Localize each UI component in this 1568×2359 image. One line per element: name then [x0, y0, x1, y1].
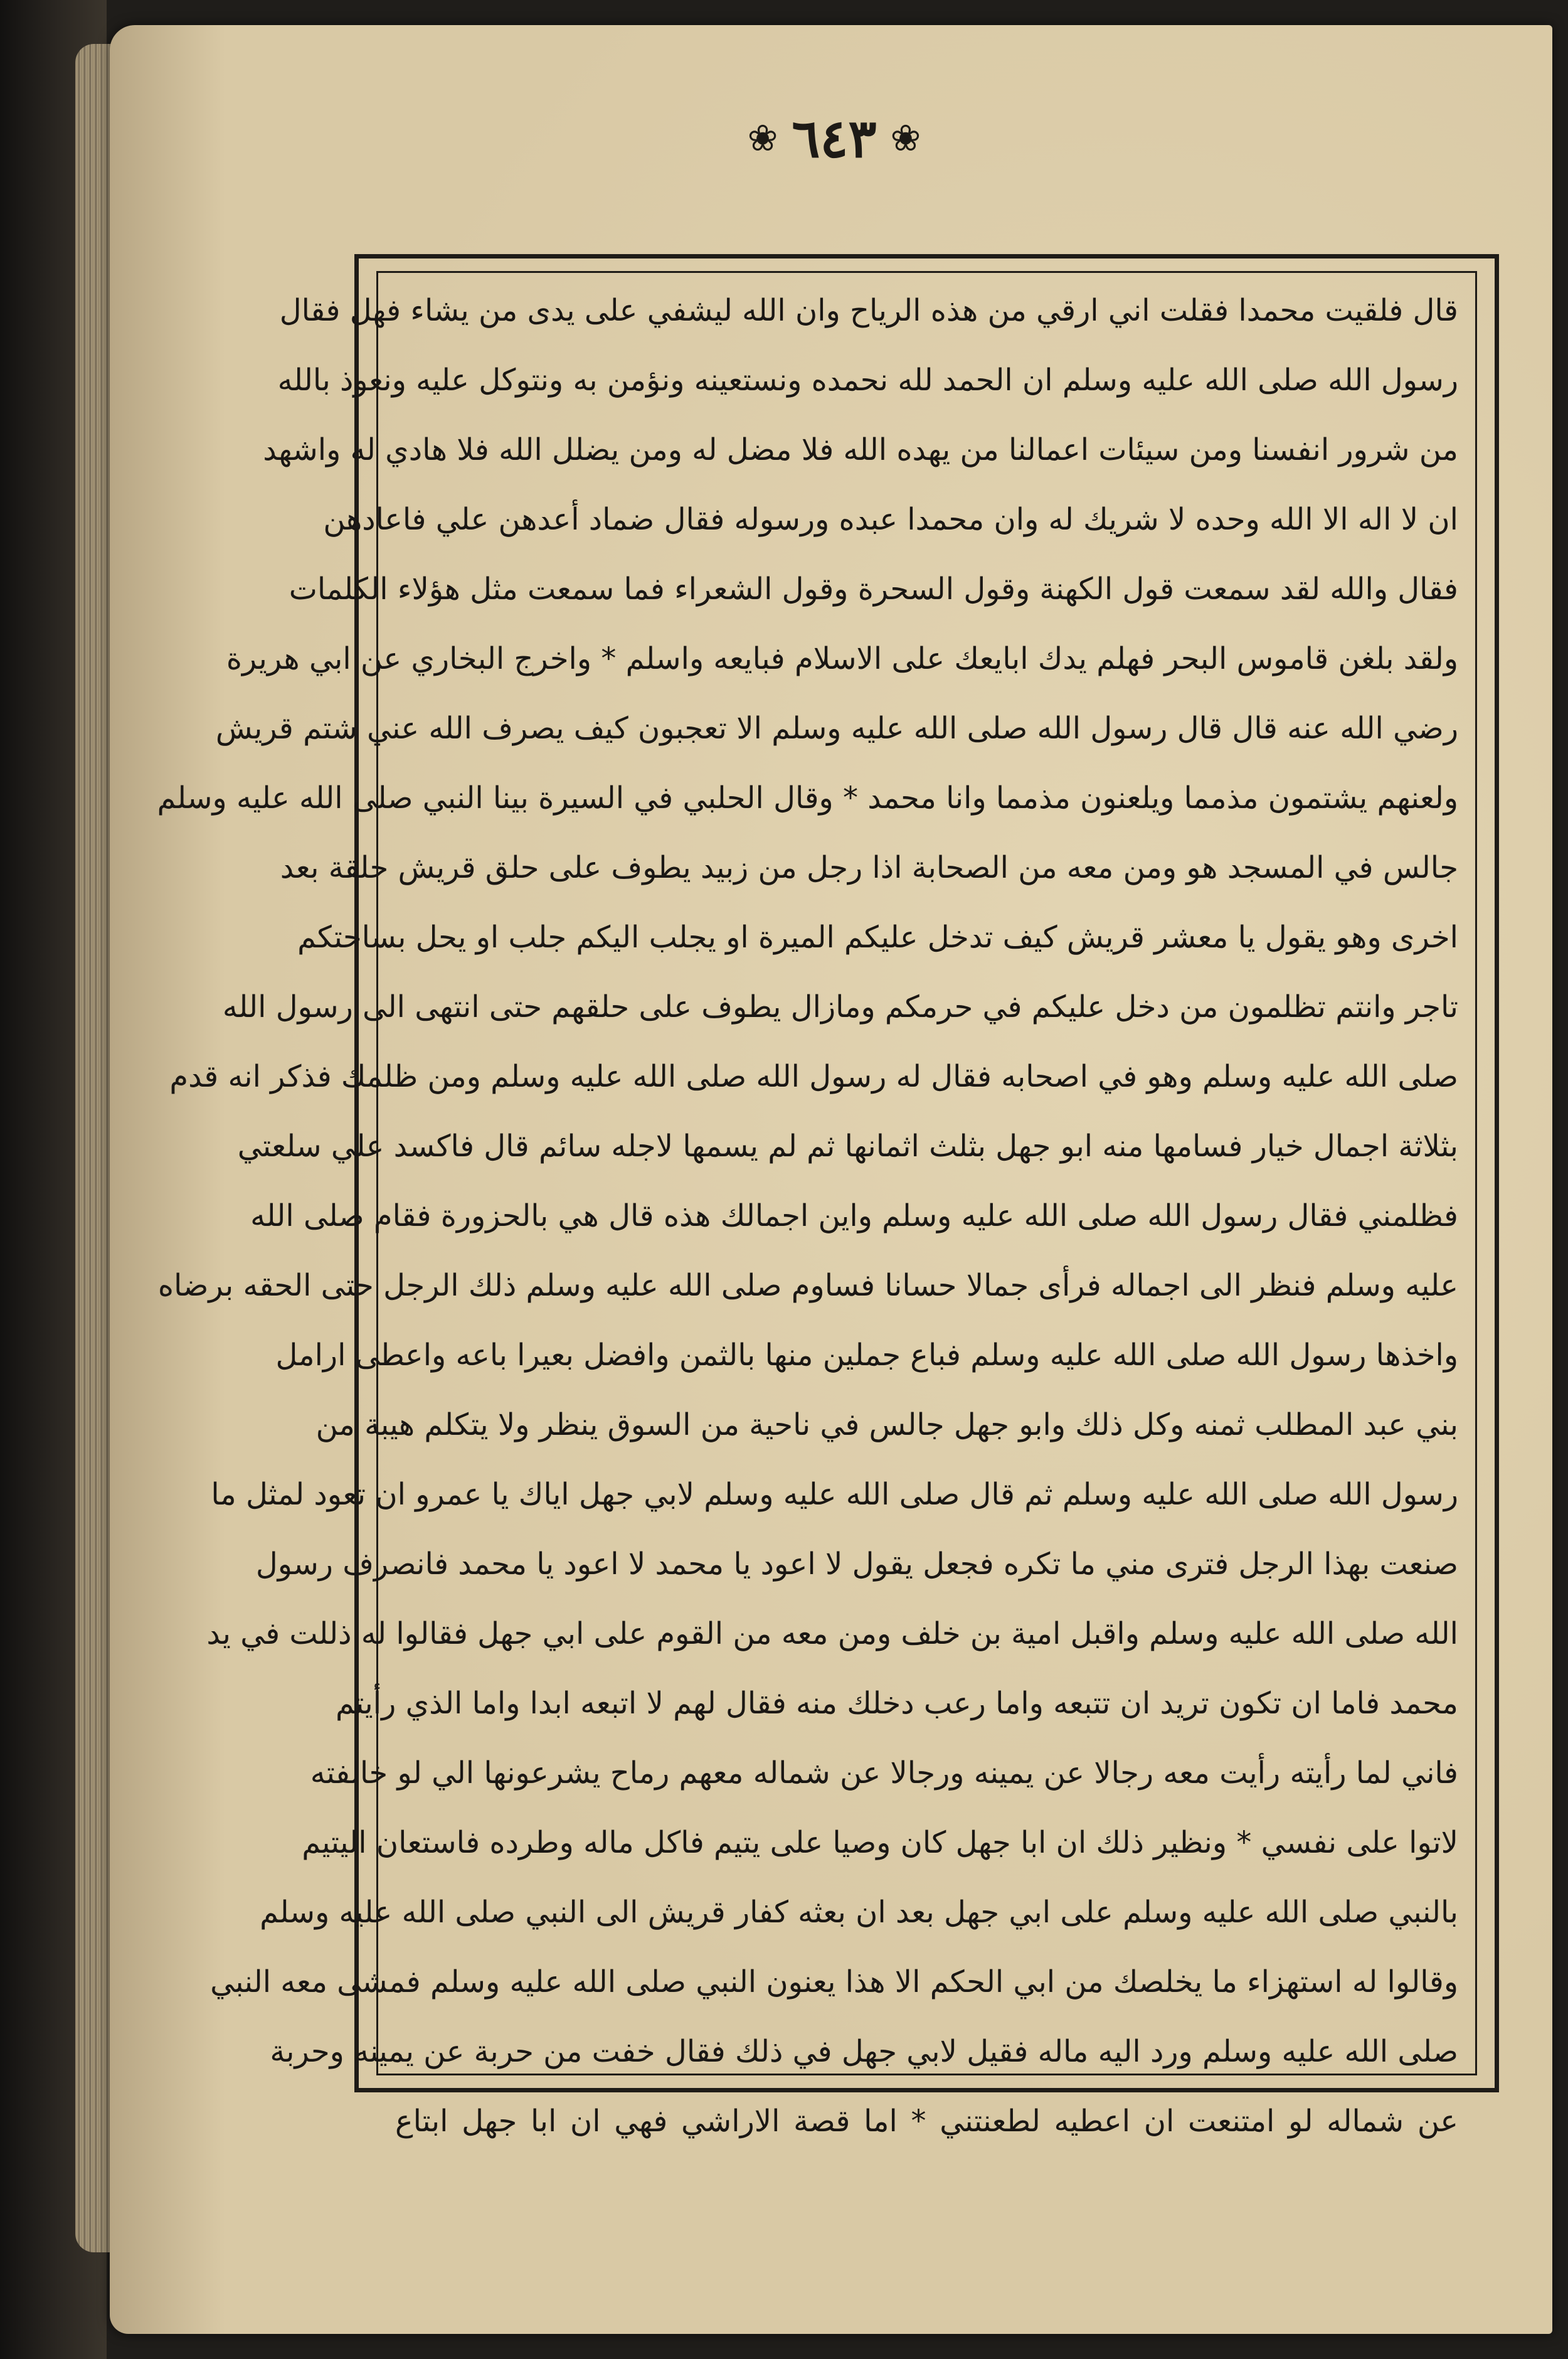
text-line: فاني لما رأيته رأيت معه رجالا عن يمينه ورجالا عن شماله معهم رماح يشرعونها الي لو خالفته [310, 1755, 1458, 1791]
text-line: رسول الله صلى الله عليه وسلم ان الحمد لله نحمده ونستعينه ونؤمن به ونتوكل عليه ونعوذ بالله [277, 363, 1458, 398]
text-line: الله صلى الله عليه وسلم واقبل امية بن خلف ومن معه من القوم على ابي جهل فقالوا له ذللت في يد [206, 1616, 1458, 1651]
text-line: من شرور انفسنا ومن سيئات اعمالنا من يهده الله فلا مضل له ومن يضلل الله فلا هادي له واشهد [263, 432, 1458, 467]
ornament-left-icon: ❀ [747, 117, 778, 159]
text-line: صلى الله عليه وسلم وهو في اصحابه فقال له رسول الله صلى الله عليه وسلم ومن ظلمك فذكر انه قدم [169, 1059, 1458, 1094]
text-line: رسول الله صلى الله عليه وسلم ثم قال صلى الله عليه وسلم لابي جهل اياك يا عمرو ان تعود لمثل ما [211, 1477, 1458, 1512]
text-line: قال فلقيت محمدا فقلت اني ارقي من هذه الرياح وان الله ليشفي على يدى من يشاء فهل فقال [279, 293, 1458, 328]
text-line: لاتوا على نفسي * ونظير ذلك ان ابا جهل كان وصيا على يتيم فاكل ماله وطرده فاستعان اليتيم [302, 1825, 1458, 1860]
text-line: واخذها رسول الله صلى الله عليه وسلم فباع جملين منها بالثمن وافضل بعيرا باعه واعطى ارامل [275, 1338, 1458, 1373]
text-line: فقال والله لقد سمعت قول الكهنة وقول السحرة وقول الشعراء فما سمعت مثل هؤلاء الكلمات [289, 572, 1458, 607]
text-line: بثلاثة اجمال خيار فسامها منه ابو جهل بثلث اثمانها ثم لم يسمها لاجله سائم قال فاكسد علي سلعتي [237, 1129, 1458, 1164]
main-text-block [157, 276, 1458, 2139]
text-line: وقالوا له استهزاء ما يخلصك من ابي الحكم الا هذا يعنون النبي صلى الله عليه وسلم فمشى معه النبي [210, 1964, 1458, 2000]
text-line: اخرى وهو يقول يا معشر قريش كيف تدخل عليكم الميرة او يجلب اليكم جلب او يحل بساحتكم [297, 920, 1458, 955]
text-line: صلى الله عليه وسلم ورد اليه ماله فقيل لابي جهل في ذلك فقال خفت من حربة عن يمينه وحربة [270, 2034, 1458, 2069]
text-line: فظلمني فقال رسول الله صلى الله عليه وسلم واين اجمالك هذه قال هي بالحزورة فقام صلى الله [250, 1198, 1458, 1233]
page-number-header [709, 100, 960, 176]
text-line: عليه وسلم فنظر الى اجماله فرأى جمالا حسانا فساوم صلى الله عليه وسلم ذلك الرجل حتى الحقه برضاه [157, 1268, 1458, 1303]
text-line: صنعت بهذا الرجل فترى مني ما تكره فجعل يقول لا اعود يا محمد لا اعود يا محمد فانصرف رسول [255, 1547, 1458, 1582]
ornament-right-icon: ❀ [890, 117, 921, 159]
text-line: ولقد بلغن قاموس البحر فهلم يدك ابايعك على الاسلام فبايعه واسلم * واخرج البخاري عن ابي هريرة [226, 641, 1458, 676]
text-line: عن شماله لو امتنعت ان اعطيه لطعنتني * اما قصة الاراشي فهي ان ابا جهل ابتاع [395, 2104, 1458, 2139]
text-line: بالنبي صلى الله عليه وسلم على ابي جهل بعد ان بعثه كفار قريش الى النبي صلى الله عليه وسلم [260, 1895, 1458, 1930]
page-number: ٦٤٣ [792, 107, 877, 169]
text-line: تاجر وانتم تظلمون من دخل عليكم في حرمكم ومازال يطوف على حلقهم حتى انتهى الى رسول الله [222, 989, 1458, 1025]
text-line: جالس في المسجد هو ومن معه من الصحابة اذا رجل من زبيد يطوف على حلق قريش حلقة بعد [280, 850, 1458, 885]
text-line: ولعنهم يشتمون مذمما ويلعنون مذمما وانا محمد * وقال الحلبي في السيرة بينا النبي صلى الله عليه وسلم [157, 780, 1458, 816]
text-line: بني عبد المطلب ثمنه وكل ذلك وابو جهل جالس في ناحية من السوق ينظر ولا يتكلم هيبة من [315, 1407, 1458, 1442]
text-line: ان لا اله الا الله وحده لا شريك له وان محمدا عبده ورسوله فقال ضماد أعدهن علي فاعادهن [323, 502, 1458, 537]
text-line: محمد فاما ان تكون تريد ان تتبعه واما رعب دخلك منه فقال لهم لا اتبعه ابدا واما الذي رأيتم [336, 1686, 1458, 1721]
text-line: رضي الله عنه قال قال رسول الله صلى الله عليه وسلم الا تعجبون كيف يصرف الله عني شتم قريش [215, 711, 1458, 746]
